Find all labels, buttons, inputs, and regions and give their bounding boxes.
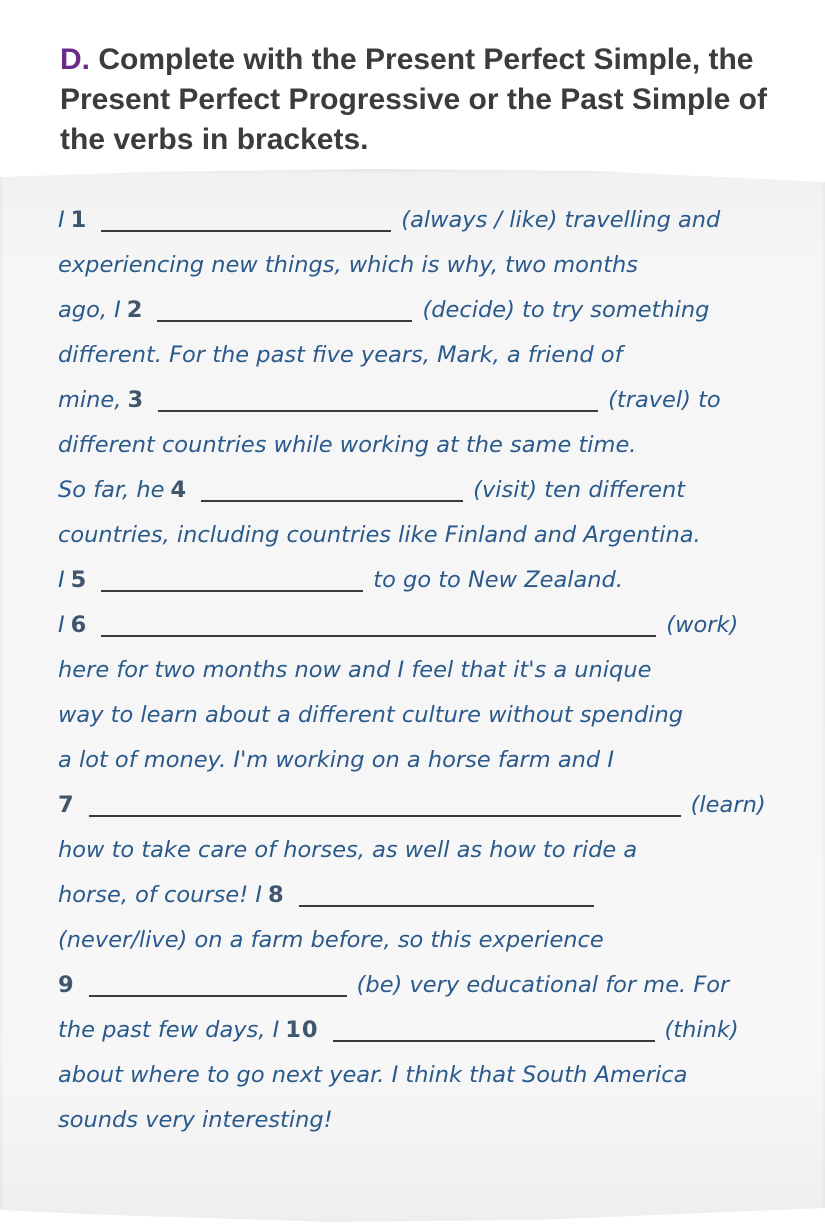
text-line	[58, 378, 803, 423]
text-fragment: I	[58, 612, 65, 638]
instruction-text: Complete with the Present Perfect Simple, the Present Perfect Progressive or the Past Simple of the verbs in brackets.	[60, 43, 767, 156]
text-line	[58, 558, 803, 603]
gap-blank-10[interactable]	[333, 1040, 655, 1042]
gap-number: 10	[285, 1017, 319, 1043]
text-fragment: the past few days, I	[58, 1017, 280, 1043]
exercise-letter: D.	[60, 43, 90, 76]
text-fragment: (never/live) on a farm before, so this experience	[58, 927, 604, 953]
text-line	[58, 1098, 803, 1143]
text-fragment: (think)	[664, 1017, 739, 1043]
text-line	[58, 603, 803, 648]
text-fragment: here for two months now and I feel that it's a unique	[58, 657, 652, 683]
gap-blank-5[interactable]	[101, 590, 363, 592]
text-line	[58, 693, 803, 738]
gap-number: 2	[126, 297, 144, 323]
gap-number: 3	[127, 387, 145, 413]
text-line	[58, 198, 803, 243]
gap-blank-9[interactable]	[89, 995, 347, 997]
text-line	[58, 513, 803, 558]
text-line	[58, 1053, 803, 1098]
text-line	[58, 468, 803, 513]
gap-number: 5	[70, 567, 88, 593]
gap-blank-4[interactable]	[201, 500, 463, 502]
gap-number: 7	[58, 792, 75, 818]
gap-blank-8[interactable]	[299, 905, 594, 907]
text-line	[58, 1008, 803, 1053]
text-line	[58, 738, 803, 783]
gap-number: 6	[70, 612, 88, 638]
text-fragment: (work)	[666, 612, 739, 638]
text-fragment: (visit) ten different	[473, 477, 686, 503]
text-fragment: (learn)	[690, 792, 766, 818]
text-line	[58, 243, 803, 288]
gap-blank-1[interactable]	[101, 230, 391, 232]
text-line	[58, 783, 803, 828]
text-fragment: sounds very interesting!	[58, 1107, 333, 1133]
text-line	[58, 648, 803, 693]
gap-blank-3[interactable]	[158, 410, 598, 412]
gap-number: 8	[268, 882, 285, 908]
gap-number: 1	[70, 207, 88, 233]
text-fragment: way to learn about a different culture without spending	[58, 702, 684, 728]
gap-blank-2[interactable]	[157, 320, 412, 322]
text-fragment: So far, he	[58, 477, 165, 503]
text-fragment: how to take care of horses, as well as how to ride a	[58, 837, 638, 863]
text-fragment: (always / like) travelling and	[401, 207, 721, 233]
text-fragment: (be) very educational for me. For	[356, 972, 730, 998]
text-fragment: ago, I	[58, 297, 121, 323]
text-fragment: horse, of course! I	[58, 882, 263, 908]
gap-blank-6[interactable]	[101, 635, 656, 637]
text-line	[58, 873, 803, 918]
text-line	[58, 918, 803, 963]
text-fragment: different countries while working at the same time.	[58, 432, 637, 458]
exercise-instruction	[60, 40, 800, 160]
text-fragment: (decide) to try something	[422, 297, 710, 323]
text-fragment: I	[58, 207, 65, 233]
text-fragment: countries, including countries like Finland and Argentina.	[58, 522, 701, 548]
gap-number: 9	[58, 972, 75, 998]
exercise-text	[58, 198, 803, 1143]
text-fragment: (travel) to	[608, 387, 721, 413]
text-line	[58, 963, 803, 1008]
gap-number: 4	[170, 477, 188, 503]
text-fragment: experiencing new things, which is why, two months	[58, 252, 639, 278]
gap-blank-7[interactable]	[89, 815, 681, 817]
text-line	[58, 828, 803, 873]
text-line	[58, 423, 803, 468]
text-fragment: a lot of money. I'm working on a horse farm and I	[58, 747, 614, 773]
text-line	[58, 288, 803, 333]
text-fragment: to go to New Zealand.	[373, 567, 623, 593]
text-line	[58, 333, 803, 378]
text-fragment: different. For the past five years, Mark, a friend of	[58, 342, 623, 368]
text-fragment: mine,	[58, 387, 122, 413]
text-fragment: I	[58, 567, 65, 593]
text-fragment: about where to go next year. I think that South America	[58, 1062, 688, 1088]
